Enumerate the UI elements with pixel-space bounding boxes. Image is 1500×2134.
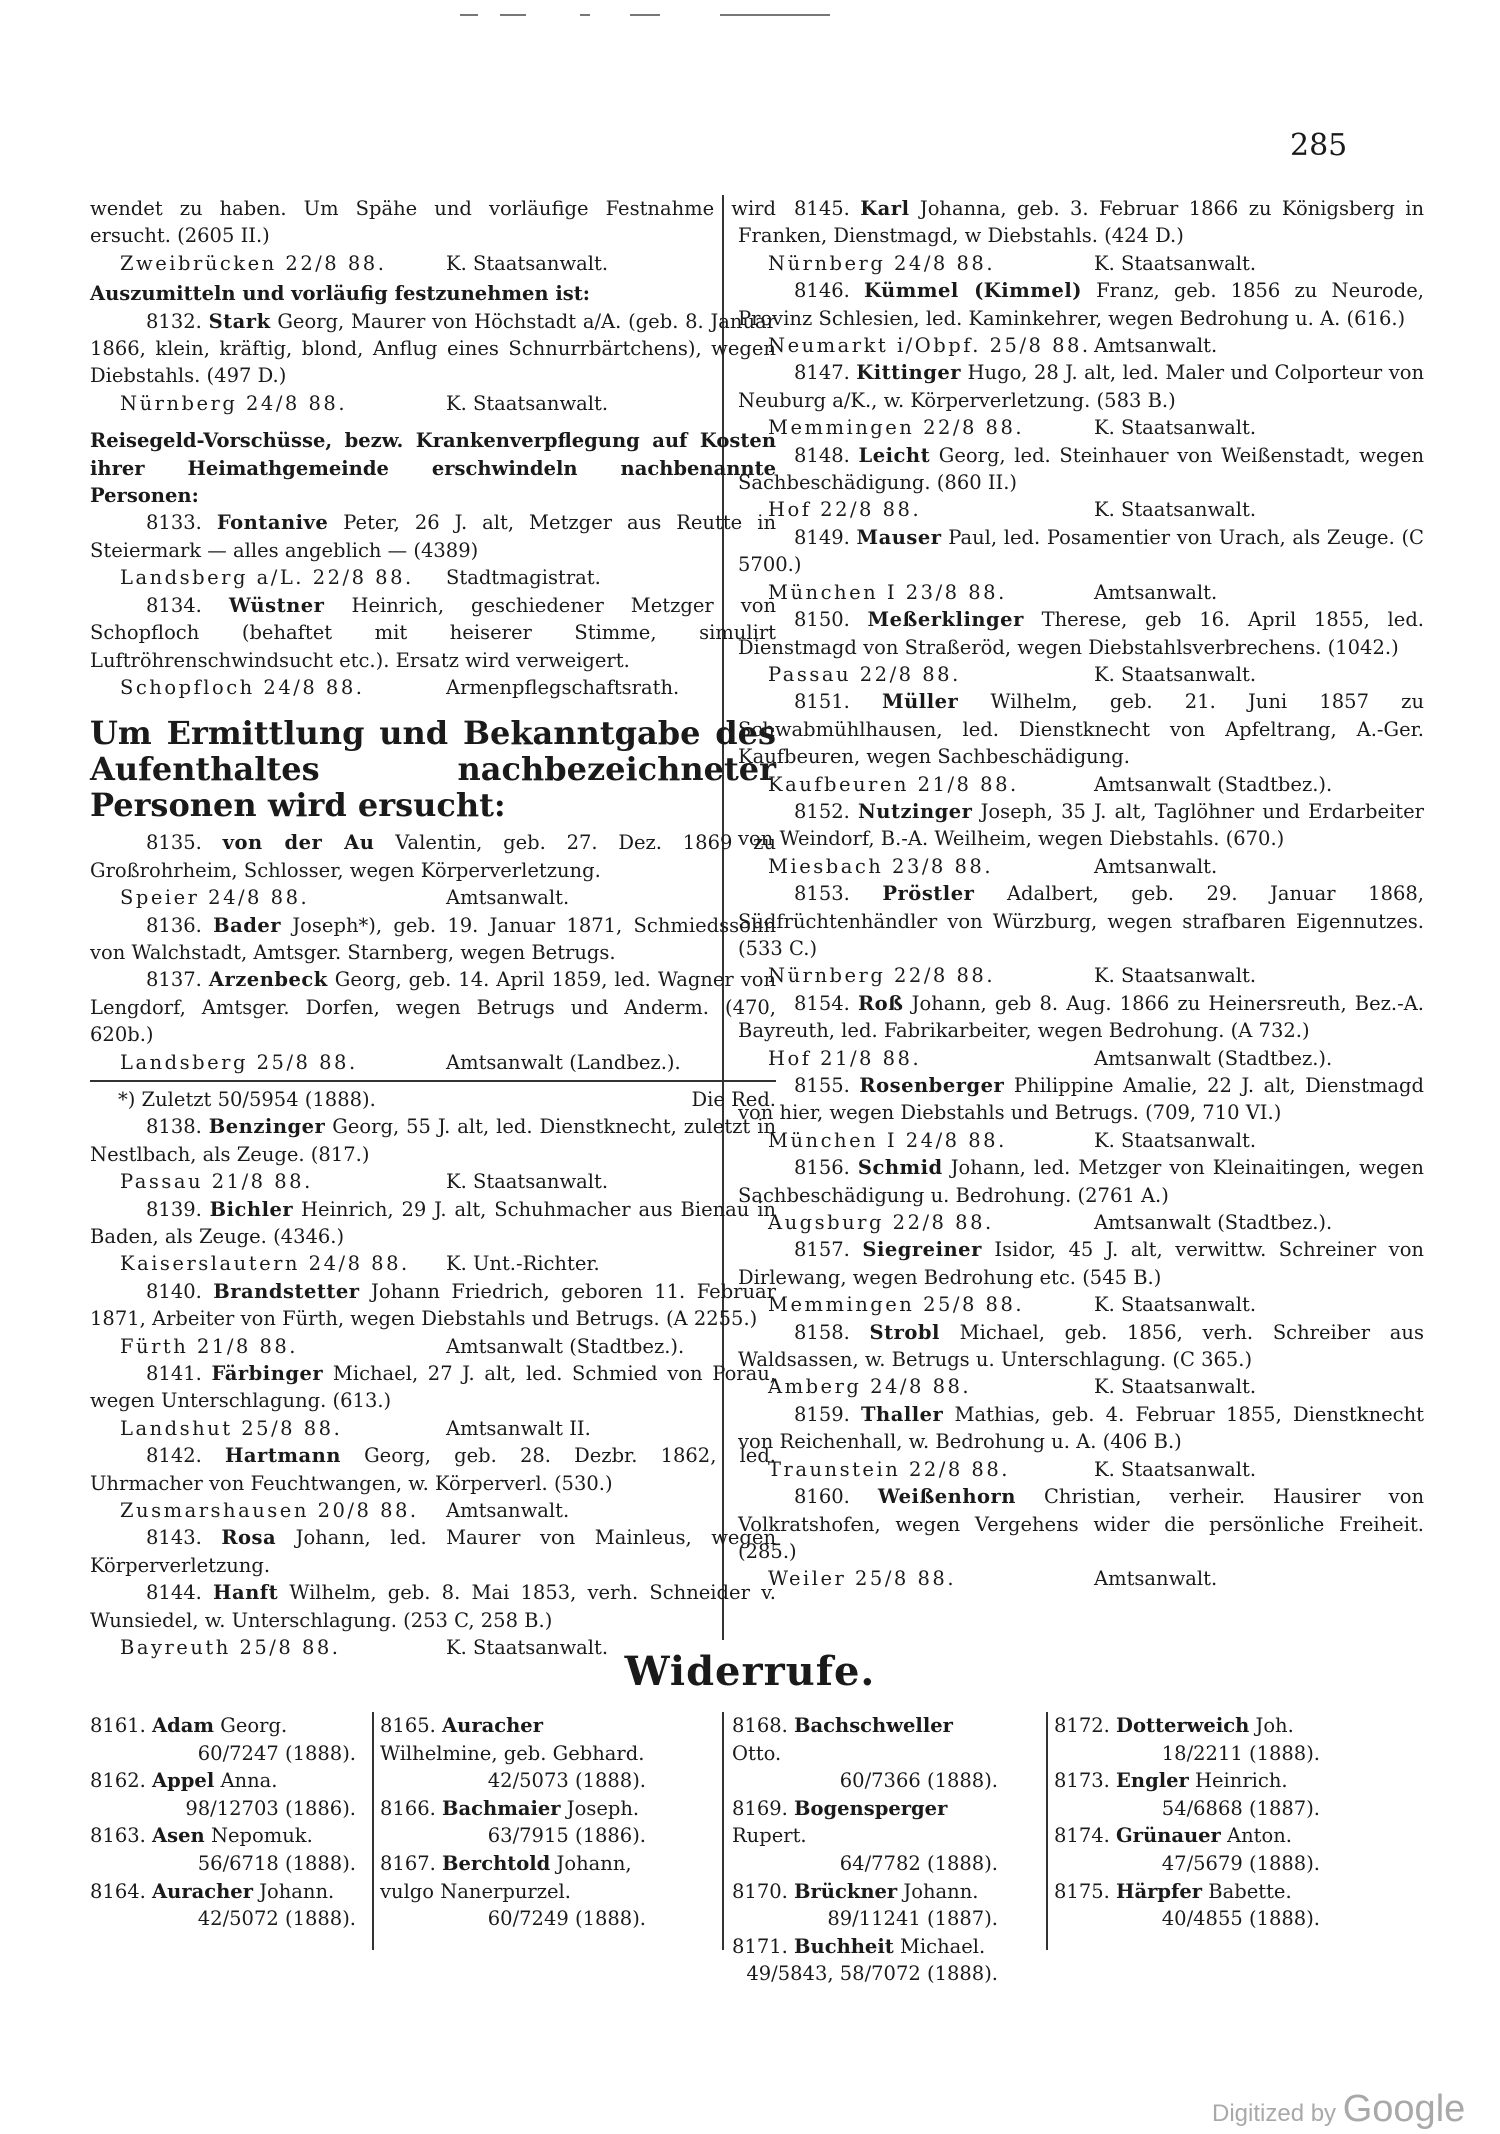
list-item: 8149. Mauser Paul, led. Posamentier von Urach, als Zeuge. (C 5700.) [738,525,1424,577]
signature-line: Nürnberg 24/8 88. K. Staatsanwalt. [768,251,1257,275]
list-item-detail: 56/6718 (1888). [197,1851,356,1875]
list-item: 8138. Benzinger Georg, 55 J. alt, led. Dienstknecht, zuletzt in Nestlbach, als Zeuge. (817.) [90,1115,777,1166]
list-item: 8155. Rosenberger Philippine Amalie, 22 J. alt, Dienstmagd von hier, wegen Diebstahls und Betrugs. (709, 710 VI.) [738,1074,1424,1125]
list-item: 8144. Hanft Wilhelm, geb. 8. Mai 1853, verh. Schneider v. Wunsiedel, w. Unterschlagung. (253 C, 258 B.) [90,1581,776,1632]
list-item: 8150. Meßerklinger Therese, geb 16. April 1855, led. Dienstmagd von Straßeröd, wegen Diebstahlsverbrechens. (1042.) [738,608,1424,659]
signature-line: Memmingen 22/8 88. K. Staatsanwalt. [768,416,1257,440]
left-column [90,195,776,1662]
widerrufe-title: Widerrufe. [624,1648,876,1695]
page-number: 285 [1290,128,1348,163]
list-item-detail: 63/7915 (1886). [487,1824,646,1848]
signature-line: Bayreuth 25/8 88. K. Staatsanwalt. [120,1636,609,1660]
section-big-heading: Um Ermittlung und Bekanntgabe des Aufenthaltes nachbezeichneter Personen wird ersucht: [90,714,776,825]
list-item: 8139. Bichler Heinrich, 29 J. alt, Schuhmacher aus Bienau in Baden, als Zeuge. (4346.) [90,1197,776,1248]
column-divider [722,1712,724,1950]
list-item: 8171. Buchheit Michael. [732,1934,986,1958]
list-item-detail: 89/11241 (1887). [827,1907,998,1931]
list-item: 8156. Schmid Johann, led. Metzger von Kleinaitingen, wegen Sachbeschädigung u. Bedrohung. (2761 A.) [738,1156,1424,1207]
signature-line: München I 24/8 88. K. Staatsanwalt. [768,1128,1257,1152]
list-item-detail: 64/7782 (1888). [839,1851,998,1875]
signature-line: Hof 21/8 88. Amtsanwalt (Stadtbez.). [768,1046,1333,1070]
list-item: 8143. Rosa Johann, led. Maurer von Mainleus, wegen Körperverletzung. [90,1526,777,1577]
widerrufe-column-3 [732,1712,1002,1988]
digitized-watermark [1212,2088,1465,2131]
list-item-detail: 18/2211 (1888). [1161,1741,1320,1765]
widerrufe-column-4 [1054,1712,1324,1933]
list-item-detail: 49/5843, 58/7072 (1888). [746,1962,998,1986]
list-item: 8175. Härpfer Babette. [1054,1879,1292,1903]
list-item-detail: 60/7249 (1888). [487,1907,646,1931]
list-item-detail: 60/7366 (1888). [839,1769,998,1793]
right-column [738,195,1424,1593]
list-item: 8165. Auracher Wilhelmine, geb. Gebhard. [380,1714,645,1765]
signature-line: Schopfloch 24/8 88. Armenpflegschaftsrath. [120,675,680,699]
intro-text: wendet zu haben. Um Spähe und vorläufige Festnahme wird ersucht. (2605 II.) [90,197,776,248]
column-divider [1046,1712,1048,1950]
section-heading: Reisegeld-Vorschüsse, bezw. Krankenverpflegung auf Kosten ihrer Heimathgemeinde erschwindeln nachbenannte Personen: [90,429,776,508]
list-item: 8161. Adam Georg. [90,1714,288,1737]
list-item: 8162. Appel Anna. [90,1769,278,1793]
list-item: 8168. Bachschweller Otto. [732,1714,953,1765]
signature-office: K. Staatsanwalt. [446,251,609,275]
list-item: 8160. Weißenhorn Christian, verheir. Hausirer von Volkratshofen, wegen Vergehens wider die persönliche Freiheit. (285.) [738,1485,1424,1563]
signature-line: Augsburg 22/8 88. Amtsanwalt (Stadtbez.). [768,1211,1333,1235]
list-item: 8145. Karl Johanna, geb. 3. Februar 1866 zu Königsberg in Franken, Dienstmagd, w Diebstahls. (424 D.) [738,197,1424,248]
list-item: 8172. Dotterweich Joh. [1054,1714,1294,1737]
list-item: 8141. Färbinger Michael, 27 J. alt, led. Schmied von Porau, wegen Unterschlagung. (613.) [90,1362,777,1413]
watermark-prefix: Digitized by [1212,2100,1337,2127]
list-item: 8148. Leicht Georg, led. Steinhauer von Weißenstadt, wegen Sachbeschädigung. (860 II.) [738,443,1425,495]
list-item-detail: 40/4855 (1888). [1161,1907,1320,1931]
signature-line: Weiler 25/8 88. Amtsanwalt. [768,1567,1218,1591]
list-item-detail: 47/5679 (1888). [1161,1851,1320,1875]
list-item: 8170. Brückner Johann. [732,1879,979,1903]
signature-line: Miesbach 23/8 88. Amtsanwalt. [768,854,1218,878]
list-item: 8142. Hartmann Georg, geb. 28. Dezbr. 1862, led. Uhrmacher von Feuchtwangen, w. Körperverl. (530.) [90,1444,776,1495]
list-item: 8153. Pröstler Adalbert, geb. 29. Januar 1868, Südfrüchtenhändler von Würzburg, wegen strafbaren Eigennutzes. (533 C.) [738,882,1424,960]
signature-line: Kaufbeuren 21/8 88. Amtsanwalt (Stadtbez.). [768,772,1333,796]
google-logo: Google [1342,2088,1466,2130]
list-item: 8151. Müller Wilhelm, geb. 21. Juni 1857 zu Schwabmühlhausen, led. Dienstknecht von Apfeltrang, A.-Ger. Kaufbeuren, wegen Sachbeschädigung. [738,690,1425,769]
list-item: 8133. Fontanive Peter, 26 J. alt, Metzger aus Reutte in Steiermark — alles angeblich — (4389) [90,511,777,562]
list-item: 8134. Wüstner Heinrich, geschiedener Metzger von Schopfloch (behaftet mit heiserer Stimme, simulirt Luftröhrenschwindsucht etc.). Ersatz wird verweigert. [90,593,777,672]
list-item: 8146. Kümmel (Kimmel) Franz, geb. 1856 zu Neurode, Provinz Schlesien, led. Kaminkehrer, wegen Bedrohung u. A. (616.) [738,279,1424,330]
signature-line: Hof 22/8 88. K. Staatsanwalt. [768,498,1257,522]
list-item-detail: 54/6868 (1887). [1161,1796,1320,1820]
list-item: 8137. Arzenbeck Georg, geb. 14. April 1859, led. Wagner von Lengdorf, Amtsger. Dorfen, wegen Betrugs und Anderm. (470, 620b.) [90,968,777,1047]
signature-line: Speier 24/8 88. Amtsanwalt. [120,886,570,910]
list-item: 8152. Nutzinger Joseph, 35 J. alt, Taglöhner und Erdarbeiter von Weindorf, B.-A. Weilheim, wegen Diebstahls. (670.) [738,799,1425,851]
signature-line: Nürnberg 24/8 88. K. Staatsanwalt. [120,391,609,415]
signature-line: München I 23/8 88. Amtsanwalt. [768,580,1218,604]
signature-line: Landshut 25/8 88. Amtsanwalt II. [120,1416,591,1440]
signature-line: Landsberg 25/8 88. Amtsanwalt (Landbez.). [120,1050,681,1074]
list-item-detail: 60/7247 (1888). [197,1741,356,1765]
list-item: 8132. Stark Georg, Maurer von Höchstadt a/A. (geb. 8. Januar 1866, klein, kräftig, blond, Anflug eines Schnurrbärtchens), wegen Diebstahls. (497 D.) [90,309,776,388]
list-item: 8159. Thaller Mathias, geb. 4. Februar 1855, Dienstknecht von Reichenhall, w. Bedrohung u. A. (406 B.) [738,1402,1424,1454]
footnote-divider [90,1080,776,1082]
list-item: 8163. Asen Nepomuk. [90,1824,313,1848]
signature-line: Amberg 24/8 88. K. Staatsanwalt. [768,1375,1257,1399]
list-item: 8158. Strobl Michael, geb. 1856, verh. Schreiber aus Waldsassen, w. Betrugs u. Unterschlagung. (C 365.) [738,1320,1424,1372]
list-item: 8140. Brandstetter Johann Friedrich, geboren 11. Februar 1871, Arbeiter von Fürth, wegen Diebstahls und Betrugs. (A 2255.) [90,1279,777,1331]
list-item: 8135. von der Au Valentin, geb. 27. Dez. 1869 zu Großrohrheim, Schlosser, wegen Körperverletzung. [90,831,777,882]
signature-line: Zusmarshausen 20/8 88. Amtsanwalt. [120,1499,570,1523]
widerrufe-column-2 [380,1712,650,1933]
signature-line: Passau 21/8 88. K. Staatsanwalt. [120,1170,609,1194]
list-item: 8147. Kittinger Hugo, 28 J. alt, led. Maler und Colporteur von Neuburg a/K., w. Körperverletzung. (583 B.) [738,361,1425,412]
signature-line: Traunstein 22/8 88. K. Staatsanwalt. [768,1457,1257,1481]
list-item-detail: 42/5072 (1888). [197,1907,356,1931]
widerrufe-column-1 [90,1712,360,1933]
list-item-detail: 42/5073 (1888). [487,1769,646,1793]
signature-place: Zweibrücken 22/8 88. [120,251,387,275]
signature-line: Neumarkt i/Obpf. 25/8 88. Amtsanwalt. [768,334,1218,358]
list-item: 8169. Bogensperger Rupert. [732,1796,948,1848]
signature-line: Memmingen 25/8 88. K. Staatsanwalt. [768,1293,1257,1317]
list-item: 8136. Bader Joseph*), geb. 19. Januar 1871, Schmiedssohn von Walchstadt, Amtsger. Starnberg, wegen Betrugs. [90,913,777,964]
list-item-detail: 98/12703 (1886). [185,1796,356,1820]
column-divider [372,1712,374,1950]
signature-line: Fürth 21/8 88. Amtsanwalt (Stadtbez.). [120,1334,685,1358]
list-item: 8154. Roß Johann, geb 8. Aug. 1866 zu Heinersreuth, Bez.-A. Bayreuth, led. Fabrikarbeiter, wegen Bedrohung. (A 732.) [738,991,1424,1043]
signature-line [90,250,776,277]
signature-line: Passau 22/8 88. K. Staatsanwalt. [768,662,1257,686]
signature-line: Nürnberg 22/8 88. K. Staatsanwalt. [768,964,1257,988]
list-item: 8173. Engler Heinrich. [1054,1769,1288,1793]
section-heading: Auszumitteln und vorläufig festzunehmen ist: [90,282,590,306]
list-item: 8166. Bachmaier Joseph. [380,1796,640,1820]
list-item: 8167. Berchtold Johann, vulgo Nanerpurzel. [380,1851,632,1903]
list-item: 8157. Siegreiner Isidor, 45 J. alt, verwittw. Schreiner von Dirlewang, wegen Bedrohung etc. (545 B.) [738,1238,1424,1289]
signature-line: Landsberg a/L. 22/8 88. Stadtmagistrat. [120,566,601,590]
footnote: *) Zuletzt 50/5954 (1888). Die Red. [118,1087,776,1111]
top-scan-marks [460,8,830,22]
list-item: 8164. Auracher Johann. [90,1879,335,1903]
list-item: 8174. Grünauer Anton. [1054,1824,1292,1848]
signature-line: Kaiserslautern 24/8 88. K. Unt.-Richter. [120,1252,600,1276]
